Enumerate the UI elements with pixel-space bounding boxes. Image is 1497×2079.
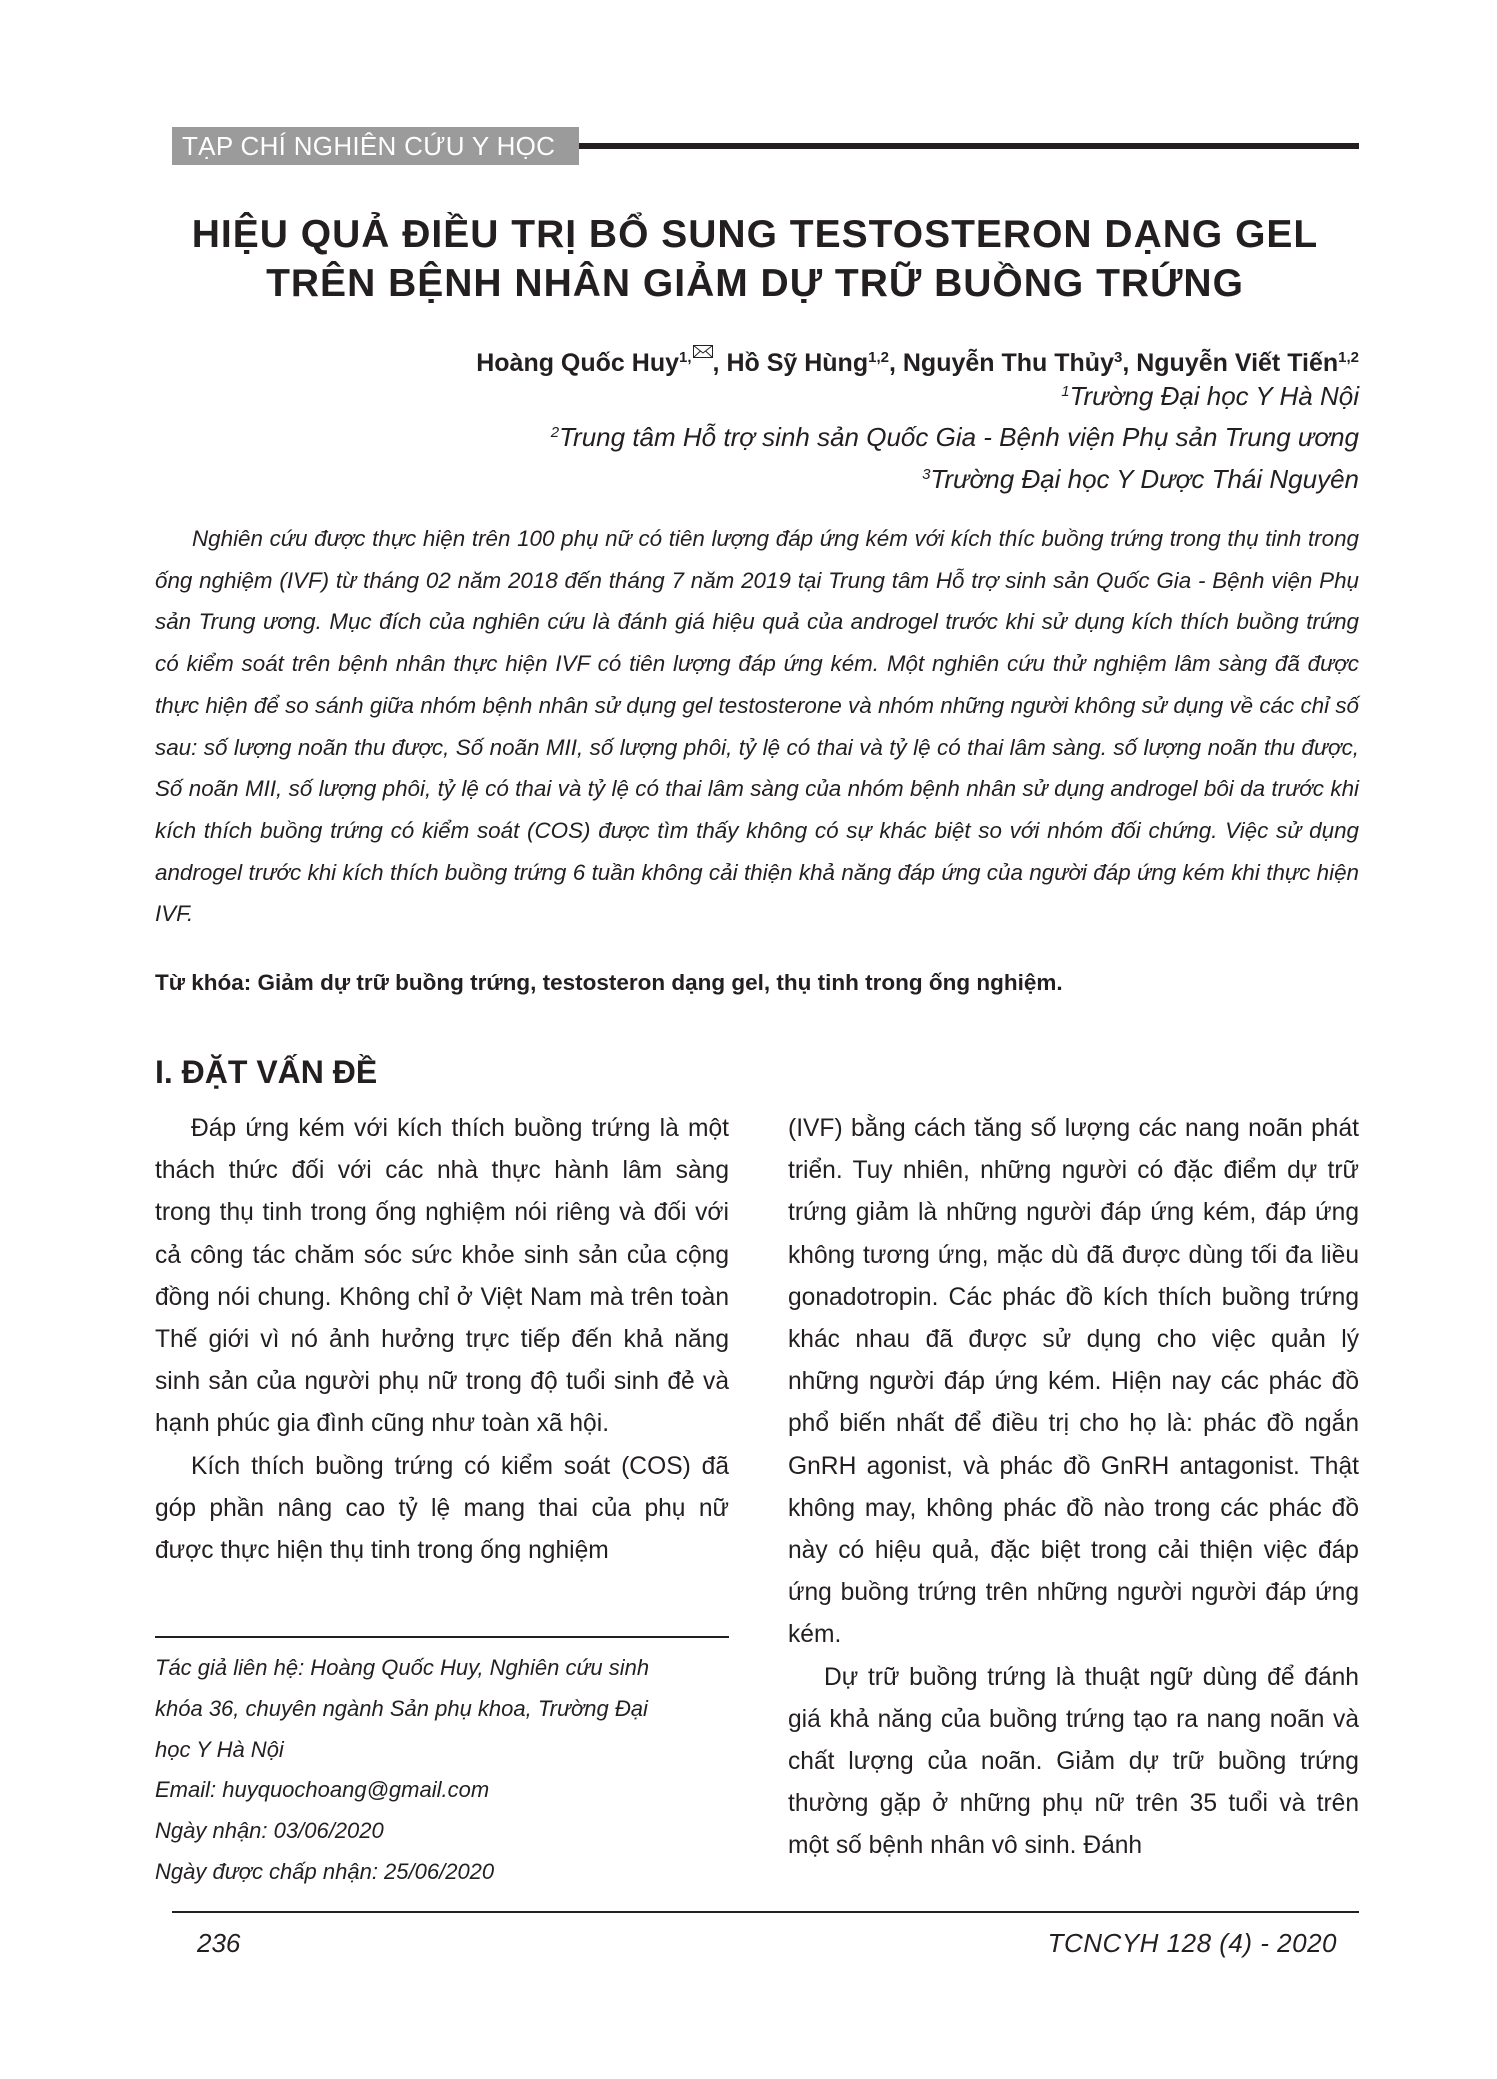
affiliation-mark: 2 [550, 424, 560, 441]
author-affiliation-mark: 1,2 [868, 349, 889, 366]
article-title-line-1: HIỆU QUẢ ĐIỀU TRỊ BỔ SUNG TESTOSTERON DẠNG GEL [191, 213, 1319, 256]
author-affiliation-mark: 1, [679, 349, 692, 366]
footer-rule [172, 1911, 1359, 1913]
abstract: Nghiên cứu được thực hiện trên 100 phụ nữ có tiên lượng đáp ứng kém với kích thíc buồng trứng trong thụ tinh trong ống nghiệm (IVF) từ tháng 02 năm 2018 đến tháng 7 năm 2019 tại Trung tâm Hỗ trợ sinh sản Quốc Gia - Bệnh viện Phụ sản Trung ương. Mục đích của nghiên cứu là đánh giá hiệu quả của androgel trước khi sử dụng kích thích buồng trứng có kiểm soát trên bệnh nhân thực hiện IVF có tiên lượng đáp ứng kém. Một nghiên cứu thử nghiệm lâm sàng đã được thực hiện để so sánh giữa nhóm bệnh nhân sử dụng gel testosterone và nhóm những người không sử dụng về các chỉ số sau: số lượng noãn thu được, Số noãn MII, số lượng phôi, tỷ lệ có thai và tỷ lệ có thai lâm sàng. số lượng noãn thu được, Số noãn MII, số lượng phôi, tỷ lệ có thai và tỷ lệ có thai lâm sàng của nhóm bệnh nhân sử dụng androgel bôi da trước khi kích thích buồng trứng có kiểm soát (COS) được tìm thấy không có sự khác biệt so với nhóm đối chứng. Việc sử dụng androgel trước khi kích thích buồng trứng 6 tuần không cải thiện khả năng đáp ứng của người đáp ứng kém khi thực hiện IVF. [155, 526, 1359, 927]
author-name: Hồ Sỹ Hùng [726, 349, 869, 377]
affiliation-2 [551, 422, 1359, 453]
affiliation-text: Trường Đại học Y Dược Thái Nguyên [930, 464, 1359, 494]
footnote-line: học Y Hà Nội [155, 1736, 284, 1762]
header-rule [579, 143, 1359, 149]
body-paragraph: (IVF) bằng cách tăng số lượng các nang noãn phát triển. Tuy nhiên, những người có đặc điểm dự trữ trứng giảm là những người đáp ứng kém, đáp ứng không tương ứng, mặc dù đã được dùng tối đa liều gonadotropin. Các phác đồ kích thích buồng trứng khác nhau đã được sử dụng cho việc quản lý những người đáp ứng kém. Hiện nay các phác đồ phổ biến nhất để điều trị cho họ là: phác đồ ngắn GnRH agonist, và phác đồ GnRH antagonist. Thật không may, không phác đồ nào trong các phác đồ này có hiệu quả, đặc biệt trong cải thiện việc đáp ứng buồng trứng trên những người người đáp ứng kém. [788, 1115, 1359, 1649]
section-heading: I. ĐẶT VẤN ĐỀ [155, 1054, 378, 1090]
author-name: Nguyễn Thu Thủy [902, 349, 1114, 377]
body-paragraph: Kích thích buồng trứng có kiểm soát (COS) đã góp phần nâng cao tỷ lệ mang thai của phụ nữ được thực hiện thụ tinh trong ống nghiệm [155, 1452, 729, 1565]
affiliation-text: Trung tâm Hỗ trợ sinh sản Quốc Gia - Bệnh viện Phụ sản Trung ương [559, 422, 1359, 452]
footnote-line: Tác giả liên hệ: Hoàng Quốc Huy, Nghiên cứu sinh [155, 1655, 650, 1680]
journal-header: TẠP CHÍ NGHIÊN CỨU Y HỌC [172, 127, 579, 165]
envelope-icon [693, 345, 713, 358]
body-column-right [788, 1108, 1359, 1868]
affiliation-1 [1061, 381, 1359, 412]
author-name: Hoàng Quốc Huy [476, 349, 680, 377]
author-affiliation-mark: 1,2 [1338, 349, 1359, 366]
author-name: Nguyễn Viết Tiến [1136, 349, 1339, 377]
journal-reference: TCNCYH 128 (4) - 2020 [1047, 1928, 1337, 1958]
author-list: Hoàng Quốc Huy$^{1,}$ , Hồ Sỹ Hùng$^{1,2}$, Nguyễn Thu Thủy$^3$, Nguyễn Viết Tiến$^{1,2}$ [476, 345, 1359, 378]
affiliation-3 [922, 464, 1359, 495]
affiliation-mark: 3 [922, 466, 931, 483]
correspondence-footnote [155, 1648, 729, 1893]
keywords: Từ khóa: Giảm dự trữ buồng trứng, testosteron dạng gel, thụ tinh trong ống nghiệm. [155, 970, 1063, 995]
footnote-line: khóa 36, chuyên ngành Sản phụ khoa, Trường Đại [155, 1695, 648, 1721]
footnote-accepted-date: Ngày được chấp nhận: 25/06/2020 [155, 1858, 495, 1884]
footnote-rule [155, 1636, 729, 1638]
affiliation-mark: 1 [1061, 383, 1070, 400]
body-paragraph: Dự trữ buồng trứng là thuật ngữ dùng để đánh giá khả năng của buồng trứng tạo ra nang noãn và chất lượng của noãn. Giảm dự trữ buồng trứng thường gặp ở những phụ nữ trên 35 tuổi và trên một số bệnh nhân vô sinh. Đánh [788, 1663, 1359, 1860]
affiliation-text: Trường Đại học Y Hà Nội [1069, 381, 1359, 411]
footnote-received-date: Ngày nhận: 03/06/2020 [155, 1818, 384, 1844]
footnote-email: Email: huyquochoang@gmail.com [155, 1777, 490, 1803]
page-number: 236 [197, 1928, 241, 1958]
body-column-left [155, 1108, 729, 1572]
body-paragraph: Đáp ứng kém với kích thích buồng trứng là một thách thức đối với các nhà thực hành lâm sàng trong thụ tinh trong ống nghiệm nói riêng và đối với cả công tác chăm sóc sức khỏe sinh sản của cộng đồng nói chung. Không chỉ ở Việt Nam mà trên toàn Thế giới vì nó ảnh hưởng trực tiếp đến khả năng sinh sản của người phụ nữ trong độ tuổi sinh đẻ và hạnh phúc gia đình cũng như toàn xã hội. [155, 1115, 729, 1438]
author-affiliation-mark: 3 [1113, 349, 1123, 366]
article-title-line-2: TRÊN BỆNH NHÂN GIẢM DỰ TRỮ BUỒNG TRỨNG [266, 262, 1244, 305]
